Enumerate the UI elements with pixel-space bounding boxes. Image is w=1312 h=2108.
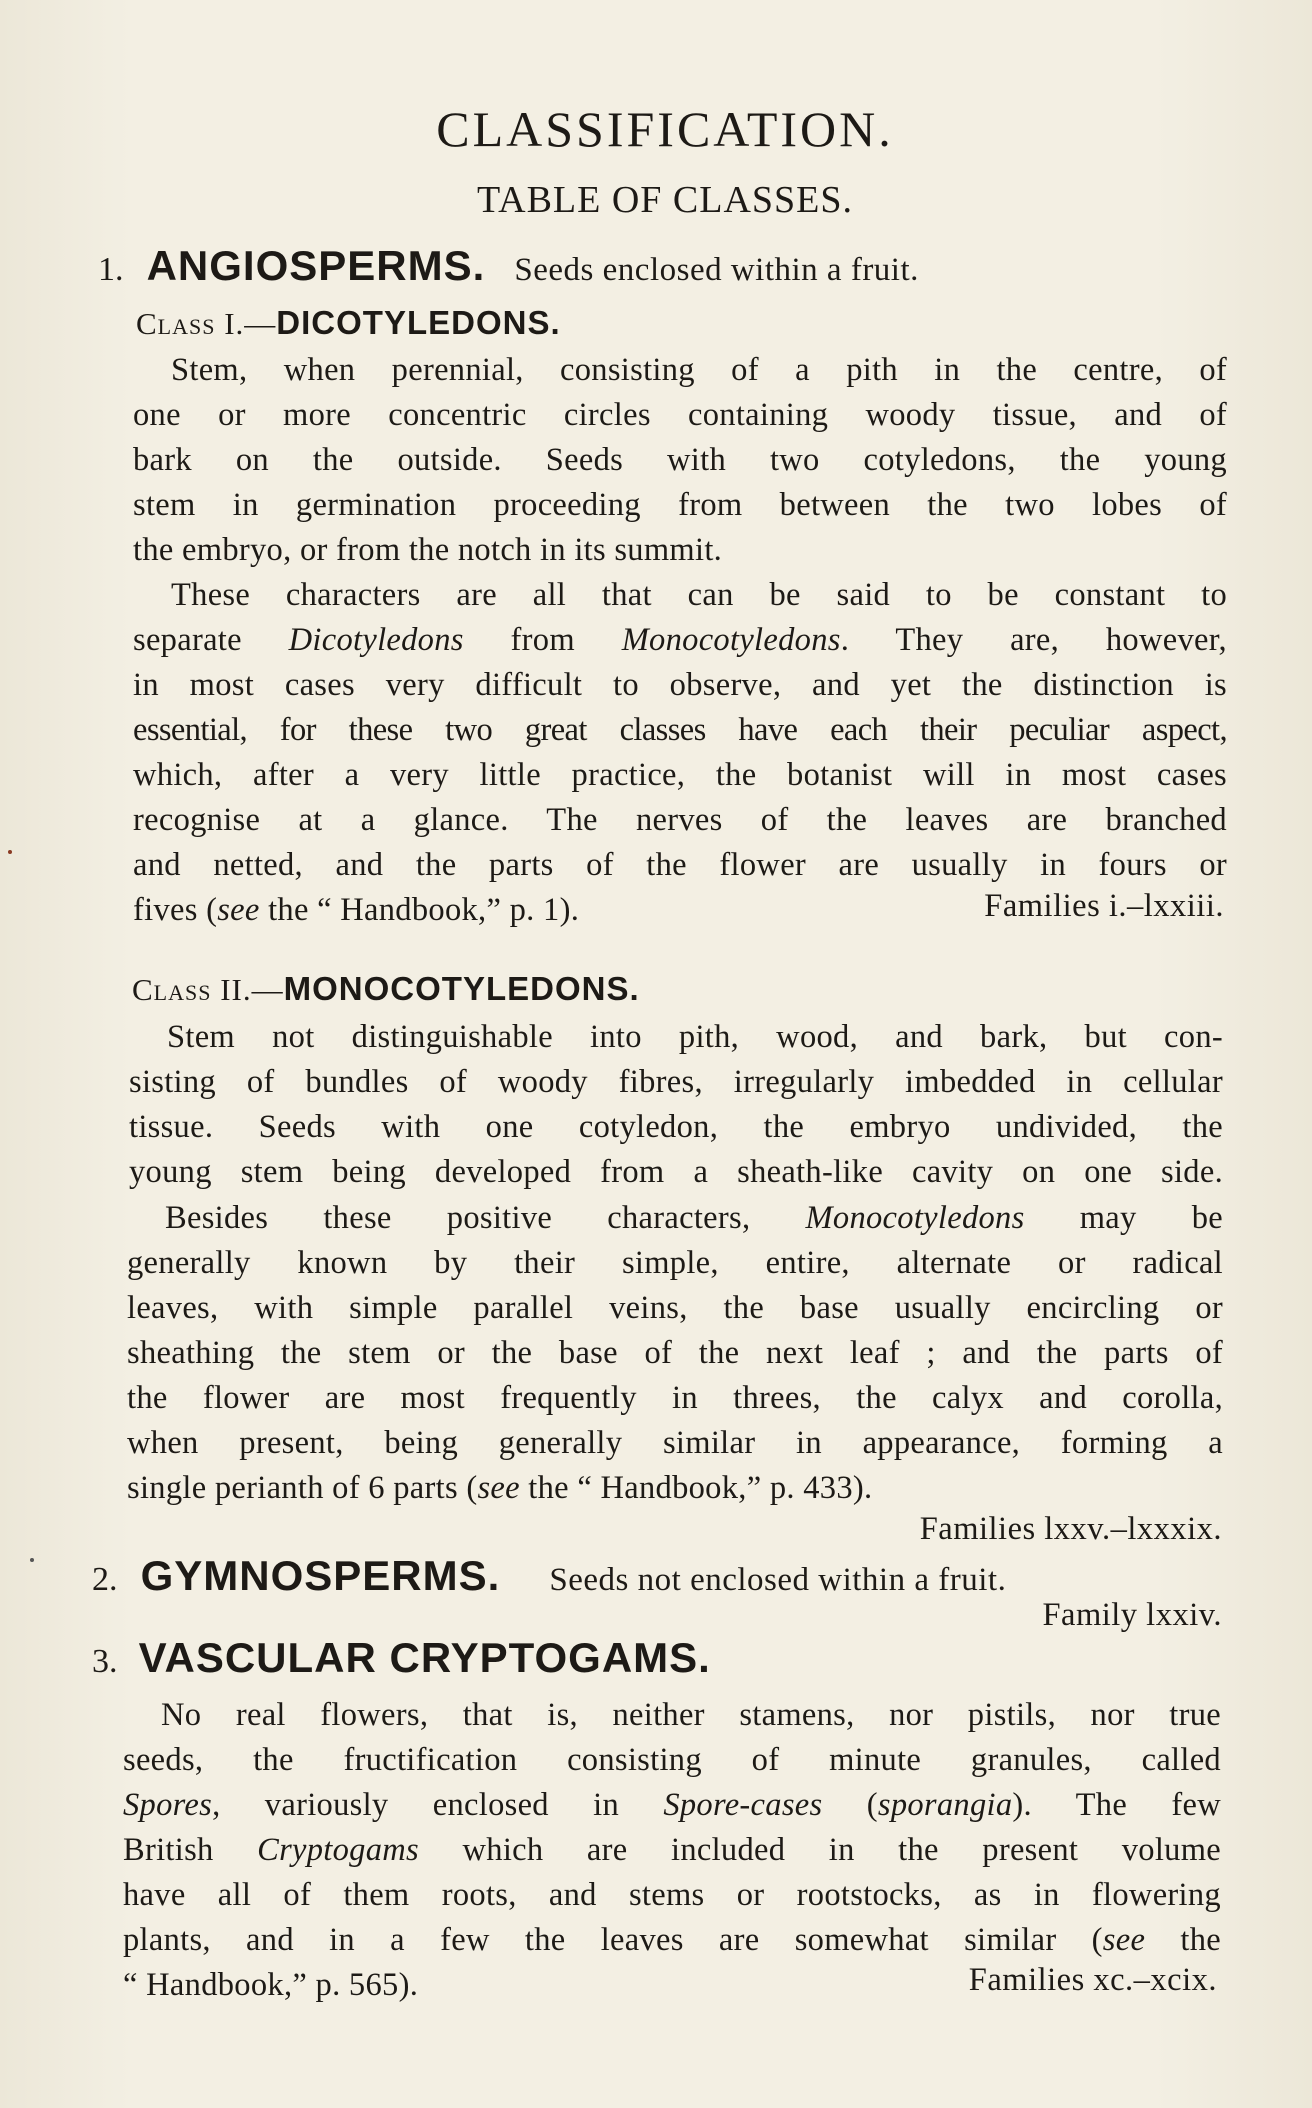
page-title: CLASSIFICATION. <box>436 101 894 157</box>
section-number: 3. <box>92 1643 118 1680</box>
section-name: ANGIOSPERMS. <box>146 242 486 289</box>
paper-speck <box>30 1558 34 1562</box>
text-line: the flower are most frequently in threes, the calyx and corolla, <box>127 1380 1223 1416</box>
text-line: Stem, when perennial, consisting of a pith in the centre, of <box>171 352 1227 388</box>
section-name: GYMNOSPERMS. <box>140 1552 501 1599</box>
section-number: 1. <box>98 251 124 288</box>
section-description: Seeds enclosed within a fruit. <box>514 252 919 288</box>
section-name: VASCULAR CRYPTOGAMS. <box>138 1634 711 1681</box>
section-description: Seeds not enclosed within a fruit. <box>549 1562 1007 1598</box>
class-monocotyledons-heading <box>132 970 640 1008</box>
text-line: sheathing the stem or the base of the next leaf ; and the parts of <box>127 1335 1223 1371</box>
text-line: These characters are all that can be said to be constant to <box>171 577 1227 613</box>
text-line: generally known by their simple, entire, alternate or radical <box>127 1245 1223 1281</box>
text-line: separate Dicotyledons from Monocotyledons. They are, however, <box>133 622 1227 658</box>
class-prefix: Class I.— <box>136 306 277 341</box>
section-number: 2. <box>92 1561 118 1598</box>
page-subtitle: TABLE OF CLASSES. <box>476 179 854 221</box>
text-line: in most cases very difficult to observe, and yet the distinction is <box>133 667 1227 703</box>
text-line: the embryo, or from the notch in its summit. <box>133 532 723 568</box>
text-line: when present, being generally similar in appearance, forming a <box>127 1425 1223 1461</box>
text-line: have all of them roots, and stems or rootstocks, as in flowering <box>123 1877 1221 1913</box>
text-line: Spores, variously enclosed in Spore-cases (sporangia). The few <box>123 1787 1221 1823</box>
text-line: British Cryptogams which are included in the present volume <box>123 1832 1222 1868</box>
text-line: Besides these positive characters, Monocotyledons may be <box>165 1200 1223 1236</box>
section-gymnosperms-heading <box>92 1552 1006 1600</box>
text-line: leaves, with simple parallel veins, the base usually encircling or <box>127 1290 1223 1326</box>
text-line: tissue. Seeds with one cotyledon, the embryo undivided, the <box>129 1109 1223 1145</box>
class-prefix: Class II.— <box>132 972 284 1007</box>
paper-speck <box>8 850 12 854</box>
text-line: Stem not distinguishable into pith, wood, and bark, but con- <box>167 1019 1223 1055</box>
families-gymno: Family lxxiv. <box>1042 1597 1222 1633</box>
text-line: essential, for these two great classes have each their peculiar aspect, <box>133 712 1227 748</box>
mono-paragraph-1 <box>129 1015 1223 1195</box>
dicot-paragraph-2 <box>133 573 1227 933</box>
families-cryptogams: Families xc.–xcix. <box>968 1962 1217 1998</box>
text-line: which, after a very little practice, the botanist will in most cases <box>133 757 1227 793</box>
cryptogam-paragraph <box>123 1693 1221 2008</box>
text-line: one or more concentric circles containing woody tissue, and of <box>133 397 1227 433</box>
text-line: stem in germination proceeding from between the two lobes of <box>133 487 1227 523</box>
text-line: No real flowers, that is, neither stamens, nor pistils, nor true <box>161 1697 1221 1733</box>
families-mono: Families lxxv.–lxxxix. <box>919 1511 1222 1547</box>
text-line: single perianth of 6 parts (see the “ Handbook,” p. 433). <box>127 1470 873 1506</box>
text-line: bark on the outside. Seeds with two cotyledons, the young <box>133 442 1227 478</box>
text-line: fives (see the “ Handbook,” p. 1). <box>133 892 580 928</box>
section-cryptogams-heading <box>92 1634 711 1682</box>
dicot-paragraph-1 <box>133 348 1227 573</box>
mono-paragraph-2 <box>127 1196 1223 1511</box>
text-line: plants, and in a few the leaves are somewhat similar (see the <box>123 1922 1222 1958</box>
text-line: sisting of bundles of woody fibres, irregularly imbedded in cellular <box>129 1064 1223 1100</box>
text-line: young stem being developed from a sheath-like cavity on one side. <box>129 1154 1223 1190</box>
text-line: seeds, the fructification consisting of minute granules, called <box>123 1742 1221 1778</box>
text-line: and netted, and the parts of the flower are usually in fours or <box>133 847 1227 883</box>
class-dicotyledons-heading <box>136 304 561 342</box>
text-line: “ Handbook,” p. 565). <box>123 1967 419 2003</box>
class-name: DICOTYLEDONS. <box>276 304 561 341</box>
class-name: MONOCOTYLEDONS. <box>283 970 640 1007</box>
families-dicot: Families i.–lxxiii. <box>984 888 1224 924</box>
text-line: recognise at a glance. The nerves of the leaves are branched <box>133 802 1227 838</box>
section-angiosperms-heading <box>98 242 919 290</box>
